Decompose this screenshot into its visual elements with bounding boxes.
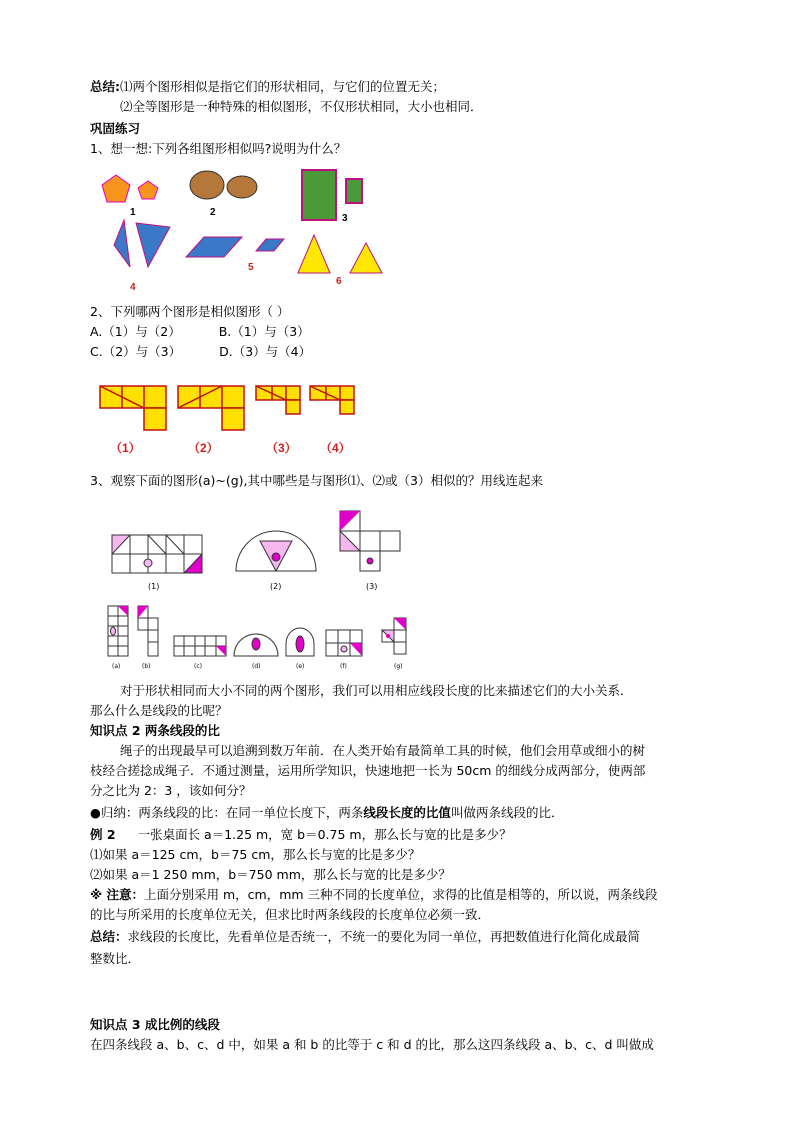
k2-rule-pre: ●归纳：两条线段的比：在同一单位长度下，两条 bbox=[90, 805, 364, 820]
q1-label-5: 5 bbox=[248, 262, 254, 273]
q3-bottom-label-e: (e) bbox=[296, 663, 305, 670]
q3-bottom-label-d: (d) bbox=[252, 663, 261, 670]
pentagon-small bbox=[138, 181, 158, 199]
q3-top-label-1: (1) bbox=[148, 582, 160, 591]
oval-small bbox=[227, 176, 257, 198]
q3-bottom-label-b: (b) bbox=[142, 663, 151, 670]
intro-line1: 对于形状相同而大小不同的两个图形，我们可以用相应线段长度的比来描述它们的大小关系． bbox=[120, 683, 633, 698]
question-3: 3、观察下面的图形(a)~(g),其中哪些是与图形⑴、⑵或（3）相似的？用线连起来 bbox=[90, 473, 543, 488]
q3-bottom-label-g: (g) bbox=[394, 663, 403, 670]
pentagon-large bbox=[102, 175, 130, 202]
q1-label-6: 6 bbox=[336, 276, 342, 287]
q1-label-1: 1 bbox=[130, 207, 136, 218]
k2-para-line3: 分之比为 2：3 ，该如何分？ bbox=[90, 783, 252, 798]
summary2-line1 bbox=[90, 928, 640, 946]
k2-rule-bold: 线段长度的比值 bbox=[363, 805, 451, 820]
summary2-line2: 整数比． bbox=[90, 951, 141, 966]
q3-top-label-2: (2) bbox=[270, 582, 282, 591]
k2-para-line1: 绳子的出现最早可以追溯到数万年前．在人类开始有最简单工具的时候，他们会用草或细小的树 bbox=[120, 743, 646, 758]
k3-heading: 知识点 3 成比例的线段 bbox=[90, 1017, 220, 1032]
example-label: 例 2 bbox=[90, 827, 116, 842]
q2-option-d: D.（3）与（4） bbox=[219, 344, 312, 359]
example-text: 一张桌面长 a＝1.25 m，宽 b＝0.75 m，那么长与宽的比是多少？ bbox=[137, 827, 512, 842]
q2-option-a: A.（1）与（2） bbox=[90, 324, 181, 339]
question-1: 1、想一想:下列各组图形相似吗?说明为什么？ bbox=[90, 141, 347, 156]
note-label: ※ 注意： bbox=[90, 887, 145, 902]
k2-rule bbox=[90, 804, 563, 822]
summary1-label: 总结: bbox=[90, 79, 120, 94]
intro-line2: 那么什么是线段的比呢？ bbox=[90, 703, 228, 718]
note-line1 bbox=[90, 886, 658, 904]
q3-bottom-figure bbox=[98, 600, 428, 672]
rhombus-large bbox=[186, 237, 242, 257]
q1-label-2: 2 bbox=[210, 207, 216, 218]
q1-label-4: 4 bbox=[130, 282, 136, 293]
triangle-yellow-small bbox=[350, 243, 382, 273]
summary2-text: 求线段的长度比，先看单位是否统一，不统一的要化为同一单位，再把数值进行化简化成最简 bbox=[127, 929, 641, 944]
oval-large bbox=[190, 171, 224, 199]
k3-para-line1: 在四条线段 a、b、c、d 中，如果 a 和 b 的比等于 c 和 d 的比，那么这四条线段 a、b、c、d 叫做成 bbox=[90, 1037, 654, 1052]
q2-label-4: （4） bbox=[320, 441, 351, 455]
note-text: 上面分别采用 m，cm，mm 三种不同的长度单位，求得的比值是相等的，所以说，两条线段 bbox=[144, 887, 658, 902]
rect-large bbox=[302, 170, 336, 220]
example-q1: ⑴如果 a＝125 cm，b＝75 cm，那么长与宽的比是多少？ bbox=[90, 847, 421, 862]
summary1-text1: ⑴两个图形相似是指它们的形状相同，与它们的位置无关； bbox=[120, 79, 446, 94]
q3-top-label-3: (3) bbox=[366, 582, 378, 591]
example-2 bbox=[90, 826, 512, 844]
k2-heading: 知识点 2 两条线段的比 bbox=[90, 723, 220, 738]
rect-small bbox=[346, 179, 362, 203]
q2-option-c: C.（2）与（3） bbox=[90, 344, 182, 359]
summary1-text2: ⑵全等图形是一种特殊的相似图形，不仅形状相同，大小也相同． bbox=[120, 99, 483, 114]
q1-figure bbox=[92, 165, 392, 295]
q3-bottom-label-f: (f) bbox=[340, 663, 347, 670]
summary1-line1 bbox=[90, 78, 445, 96]
q2-options-row1 bbox=[90, 323, 310, 341]
q2-options-row2 bbox=[90, 343, 311, 361]
triangle-yellow-large bbox=[298, 235, 330, 273]
q2-option-b: B.（1）与（3） bbox=[218, 324, 310, 339]
example-q2: ⑵如果 a＝1 250 mm，b＝750 mm，那么长与宽的比是多少？ bbox=[90, 867, 451, 882]
q3-bottom-label-c: (c) bbox=[194, 663, 202, 670]
k2-para-line2: 枝经合搓捻成绳子．不通过测量，运用所学知识，快速地把一长为 50cm 的细线分成两部分，使两部 bbox=[90, 763, 646, 778]
rhombus-small bbox=[256, 239, 284, 251]
practice-heading: 巩固练习 bbox=[90, 121, 141, 136]
summary2-label: 总结： bbox=[90, 929, 128, 944]
q2-label-1: （1） bbox=[110, 441, 141, 455]
q2-label-2: （2） bbox=[188, 441, 219, 455]
question-2: 2、下列哪两个图形是相似图形（ ） bbox=[90, 304, 290, 319]
q3-bottom-label-a: (a) bbox=[112, 663, 121, 670]
q3-top-figure bbox=[100, 505, 440, 595]
q2-figure bbox=[92, 380, 382, 460]
k2-rule-post: 叫做两条线段的比． bbox=[450, 805, 564, 820]
q2-label-3: （3） bbox=[266, 441, 297, 455]
q1-label-3: 3 bbox=[342, 213, 348, 224]
triangle-blue-b bbox=[136, 223, 170, 267]
triangle-blue-a bbox=[114, 220, 130, 267]
note-line2: 的比与所采用的长度单位无关，但求比时两条线段的长度单位必须一致． bbox=[90, 907, 491, 922]
